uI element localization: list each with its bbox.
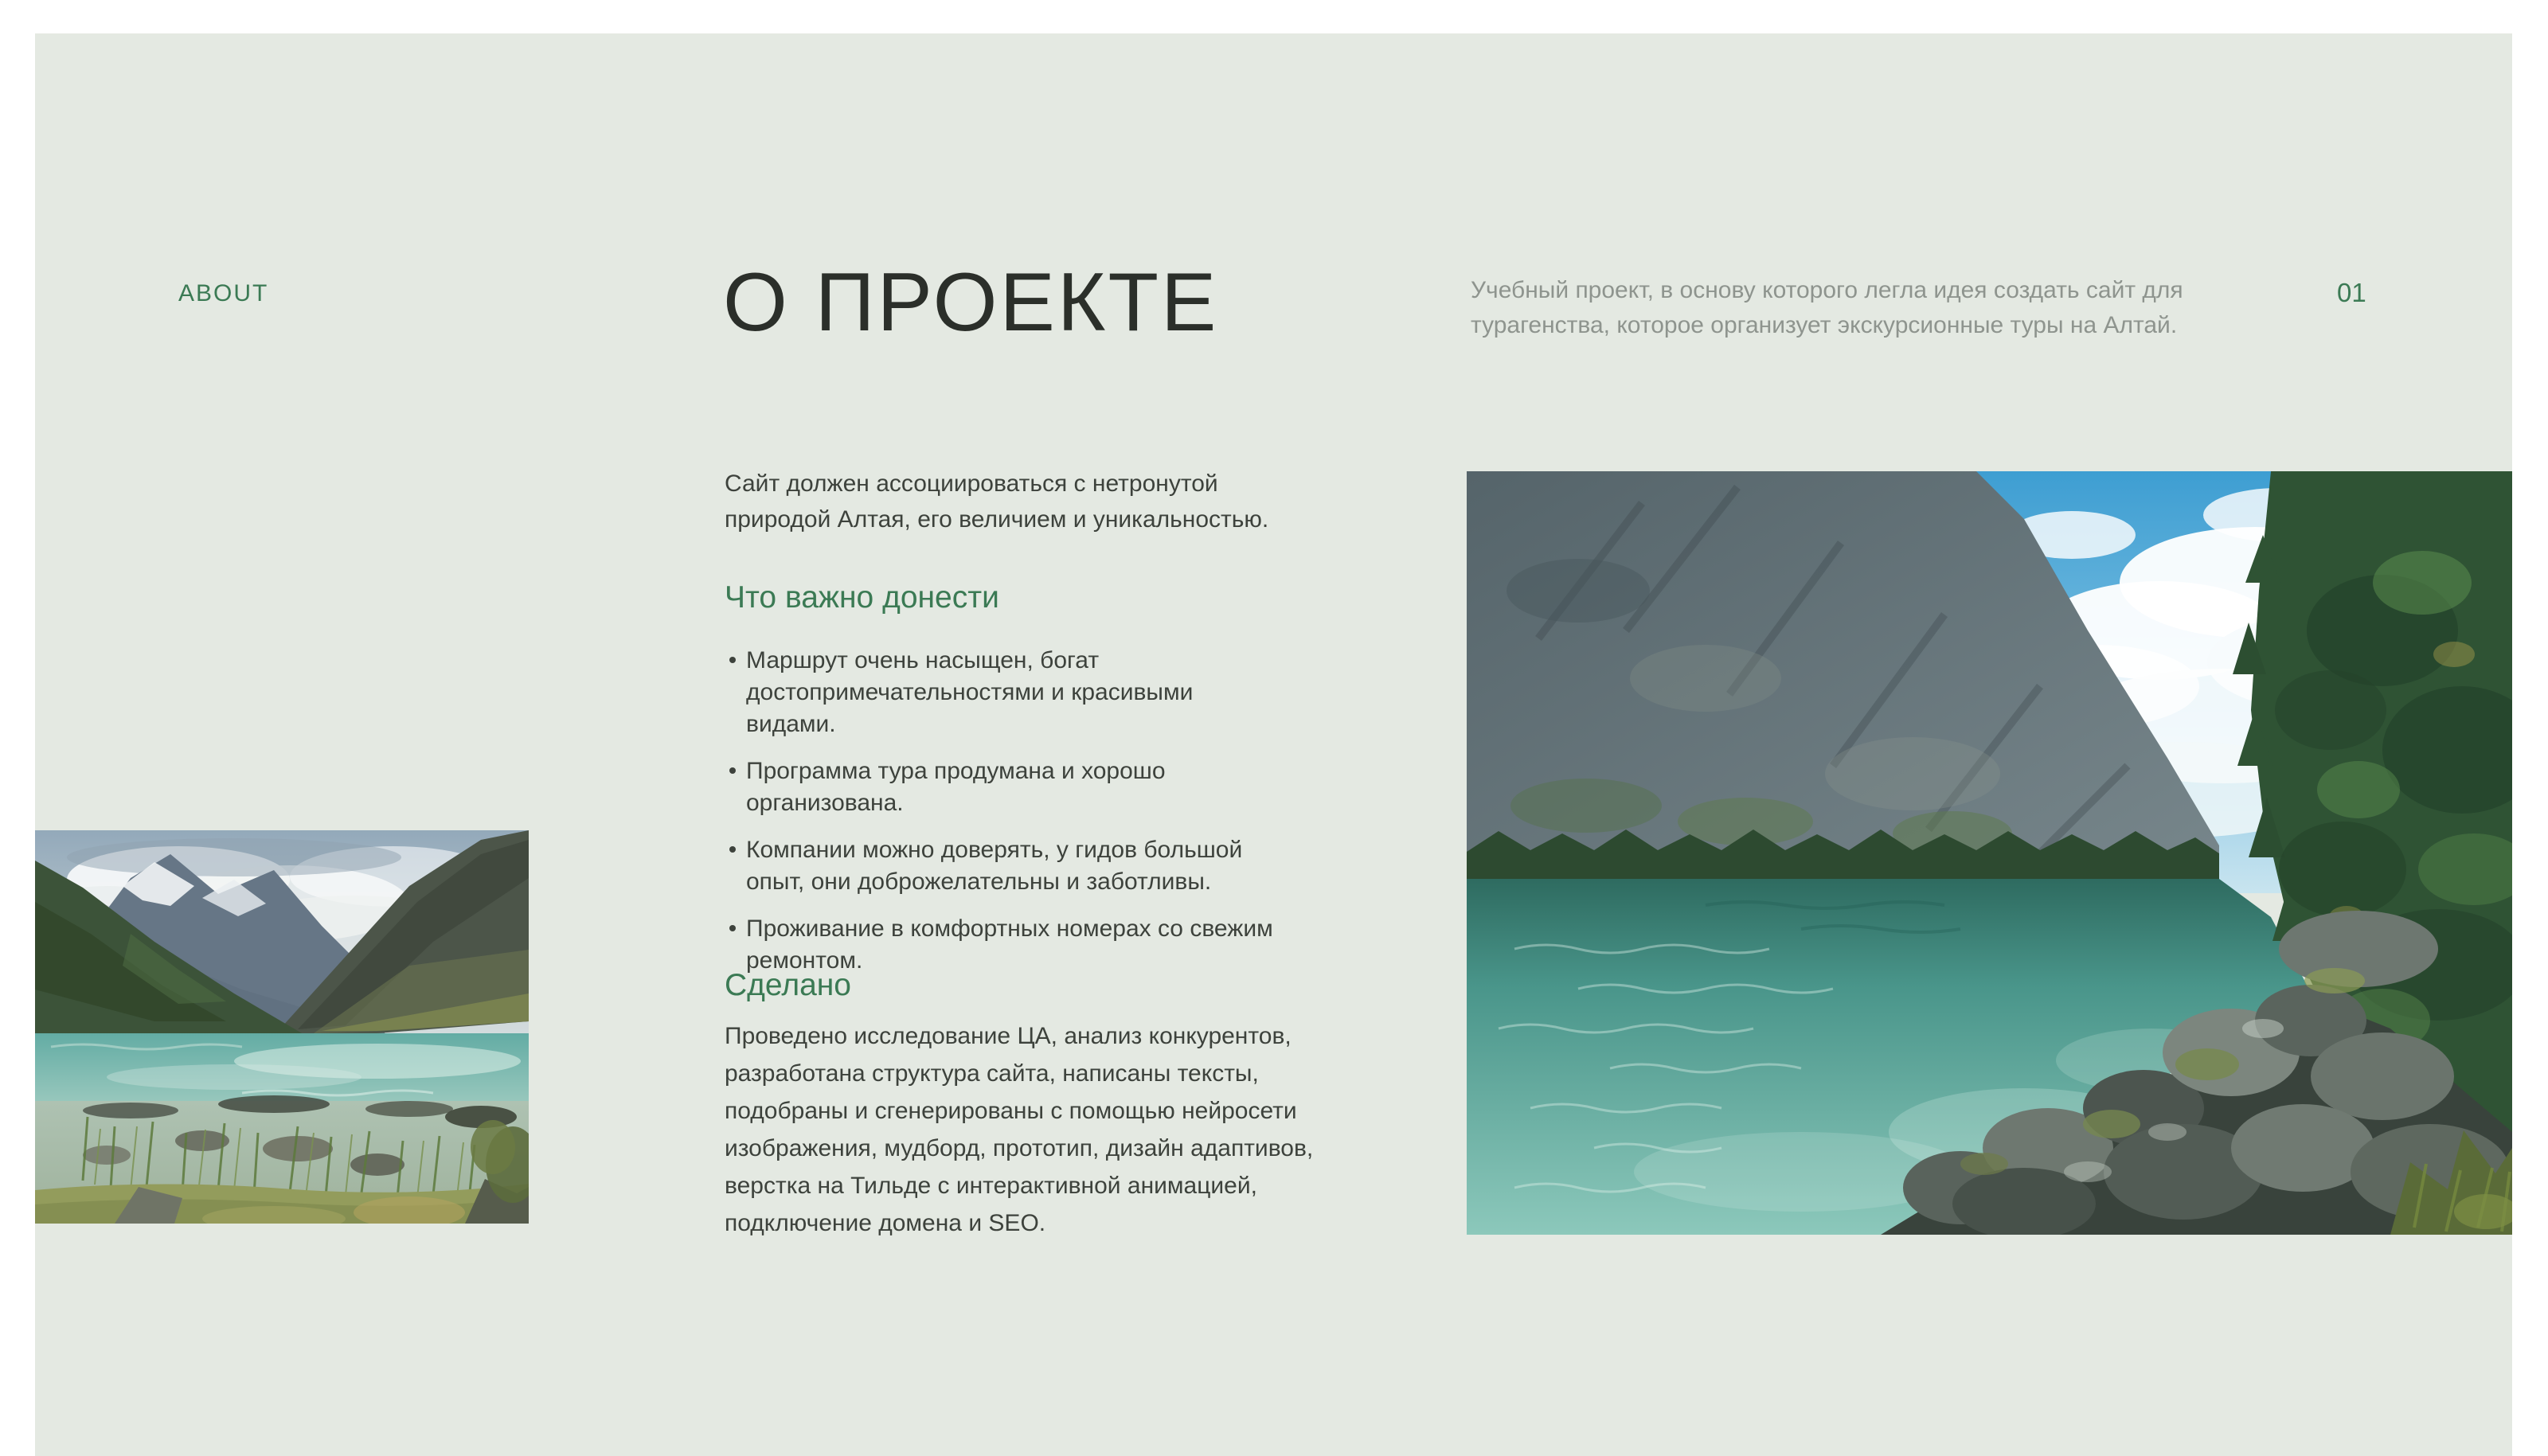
right-photo-image — [1467, 471, 2512, 1235]
left-photo — [35, 830, 529, 1224]
key-points-list — [725, 645, 1274, 992]
page-title: О ПРОЕКТЕ — [723, 256, 1219, 349]
list-item: Проживание в комфортных номерах со свежим ремонтом. — [725, 913, 1274, 977]
list-item: Маршрут очень насыщен, богат достопримечательностями и красивыми видами. — [725, 645, 1274, 740]
key-points-heading: Что важно донести — [725, 580, 999, 615]
about-label: ABOUT — [178, 280, 269, 306]
list-item: Компании можно доверять, у гидов большой опыт, они доброжелательны и заботливы. — [725, 834, 1274, 898]
intro-paragraph: Учебный проект, в основу которого легла идея создать сайт для турагенства, которое организует экскурсионные туры на Алтай. — [1471, 277, 2183, 338]
lead-paragraph: Сайт должен ассоциироваться с нетронутой природой Алтая, его величием и уникальностью. — [725, 470, 1269, 533]
left-photo-shore — [35, 1095, 529, 1224]
done-paragraph: Проведено исследование ЦА, анализ конкурентов, разработана структура сайта, написаны тексты, подобраны и сгенерированы с помощью нейросети изображения, мудборд, прототип, дизайн адаптивов, верстка на Тильде с интерактивной анимацией, подключение домена и SEO. — [725, 1023, 1314, 1236]
slide-panel — [35, 33, 2512, 1456]
left-photo-image — [35, 830, 529, 1224]
list-item: Программа тура продумана и хорошо организована. — [725, 755, 1274, 819]
page-number: 01 — [2337, 278, 2366, 307]
right-photo — [1467, 471, 2512, 1235]
done-heading: Сделано — [725, 968, 851, 1002]
